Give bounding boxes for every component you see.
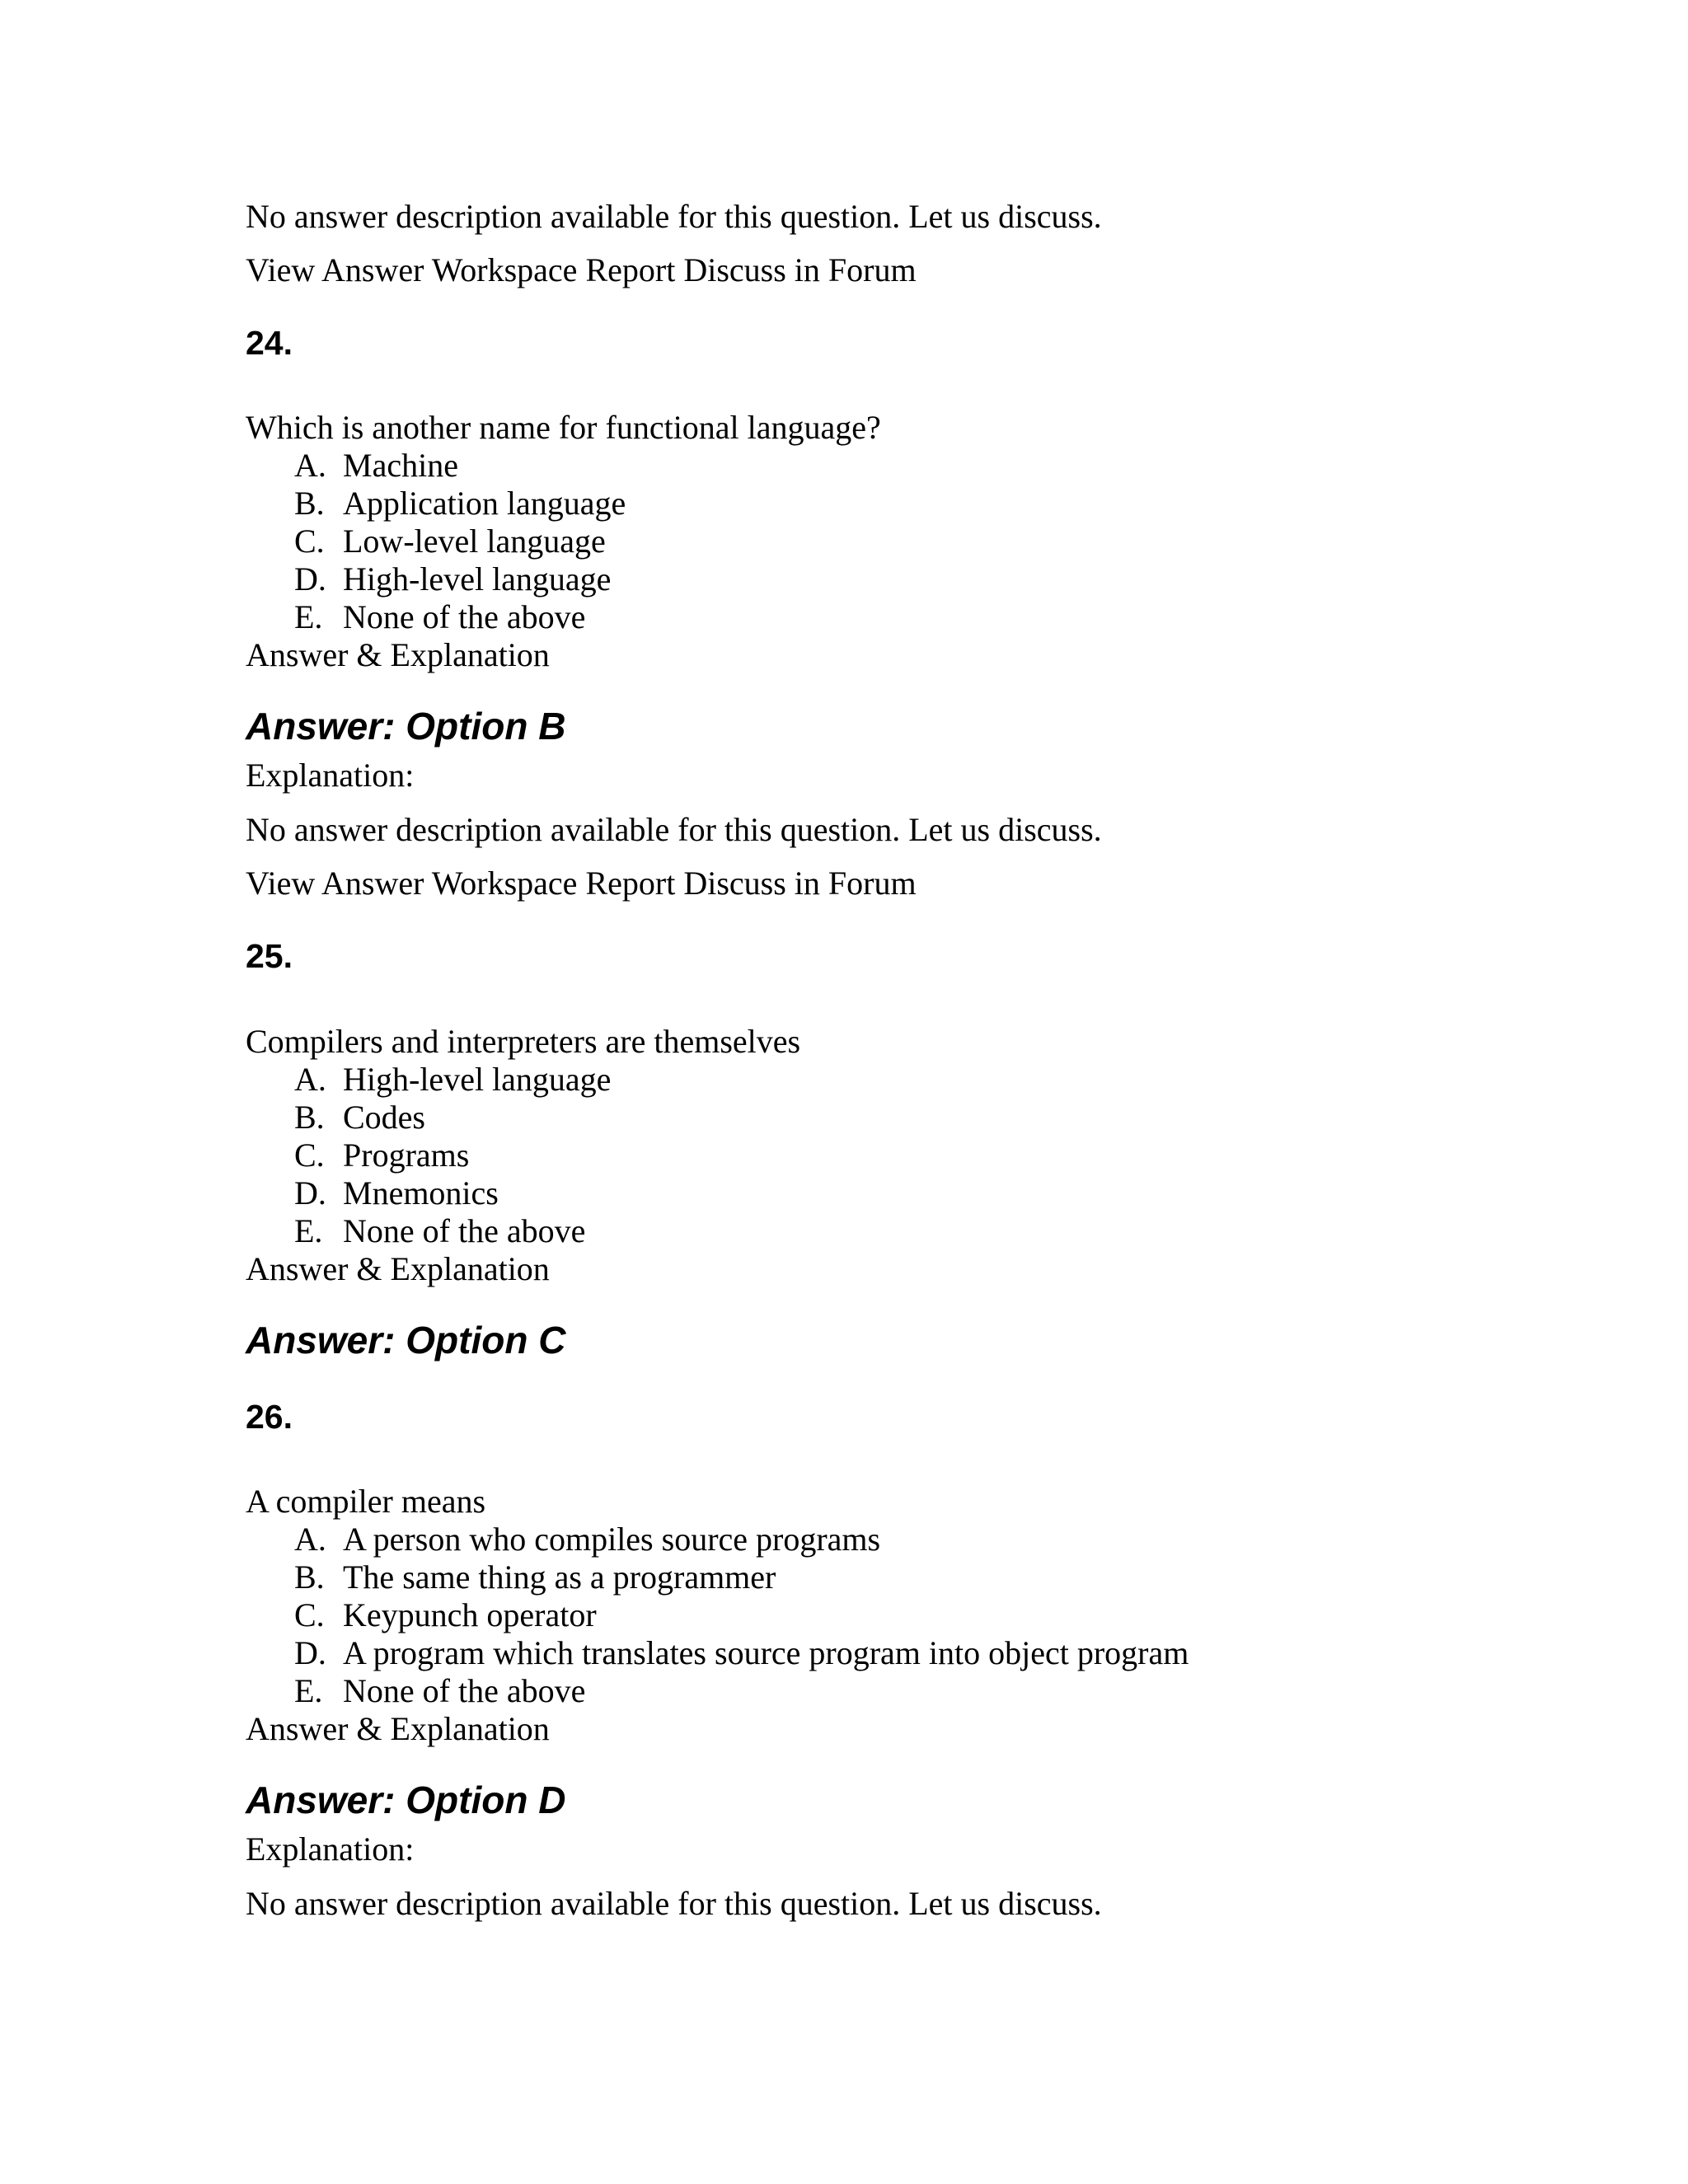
- option-letter: B.: [294, 1558, 325, 1596]
- option-letter: C.: [294, 1137, 325, 1174]
- option-letter: A.: [294, 447, 326, 484]
- view-answer-link[interactable]: View Answer: [246, 251, 424, 288]
- option-letter: D.: [294, 1174, 326, 1212]
- option-text: High-level language: [343, 560, 612, 598]
- question-number: 24.: [246, 324, 293, 362]
- question-text: Which is another name for functional language?: [246, 409, 881, 446]
- answer-explanation-toggle[interactable]: Answer & Explanation: [246, 636, 550, 673]
- answer-description: No answer description available for this question. Let us discuss.: [246, 1885, 1102, 1922]
- answer-explanation-toggle[interactable]: Answer & Explanation: [246, 1710, 550, 1747]
- option-letter: B.: [294, 485, 325, 522]
- option-text: None of the above: [343, 1212, 586, 1249]
- question-action-links: [246, 865, 917, 902]
- report-link[interactable]: Report: [585, 251, 676, 288]
- question-number: 25.: [246, 937, 293, 975]
- option-letter: C.: [294, 523, 325, 560]
- explanation-label: Explanation:: [246, 757, 415, 794]
- option-text: High-level language: [343, 1061, 612, 1098]
- question-number: 26.: [246, 1398, 293, 1436]
- option-text: Application language: [343, 485, 626, 522]
- answer-description: No answer description available for this question. Let us discuss.: [246, 811, 1102, 848]
- question-action-links: [246, 251, 917, 289]
- option-letter: B.: [294, 1099, 325, 1136]
- option-text: Programs: [343, 1137, 470, 1174]
- report-link[interactable]: Report: [585, 865, 676, 902]
- answer-heading: Answer: Option C: [246, 1319, 566, 1361]
- option-text: The same thing as a programmer: [343, 1558, 776, 1596]
- option-text: Keypunch operator: [343, 1596, 597, 1633]
- option-text: Codes: [343, 1099, 425, 1136]
- option-text: None of the above: [343, 598, 586, 635]
- option-letter: C.: [294, 1596, 325, 1633]
- option-letter: A.: [294, 1521, 326, 1558]
- explanation-label: Explanation:: [246, 1830, 415, 1868]
- option-text: None of the above: [343, 1672, 586, 1709]
- option-text: A program which translates source program into object program: [343, 1634, 1189, 1671]
- option-text: A person who compiles source programs: [343, 1521, 881, 1558]
- question-text: A compiler means: [246, 1483, 486, 1520]
- workspace-link[interactable]: Workspace: [431, 865, 578, 902]
- option-letter: D.: [294, 560, 326, 598]
- answer-description: No answer description available for this question. Let us discuss.: [246, 198, 1102, 235]
- option-letter: D.: [294, 1634, 326, 1671]
- option-text: Machine: [343, 447, 458, 484]
- answer-heading: Answer: Option D: [246, 1779, 566, 1821]
- discuss-in-forum-link[interactable]: Discuss in Forum: [683, 251, 917, 288]
- option-text: Mnemonics: [343, 1174, 499, 1212]
- answer-explanation-toggle[interactable]: Answer & Explanation: [246, 1250, 550, 1287]
- option-letter: E.: [294, 1212, 323, 1249]
- discuss-in-forum-link[interactable]: Discuss in Forum: [683, 865, 917, 902]
- view-answer-link[interactable]: View Answer: [246, 865, 424, 902]
- answer-heading: Answer: Option B: [246, 705, 566, 748]
- option-letter: A.: [294, 1061, 326, 1098]
- question-text: Compilers and interpreters are themselves: [246, 1023, 801, 1060]
- option-text: Low-level language: [343, 523, 606, 560]
- option-letter: E.: [294, 1672, 323, 1709]
- option-letter: E.: [294, 598, 323, 635]
- workspace-link[interactable]: Workspace: [431, 251, 578, 288]
